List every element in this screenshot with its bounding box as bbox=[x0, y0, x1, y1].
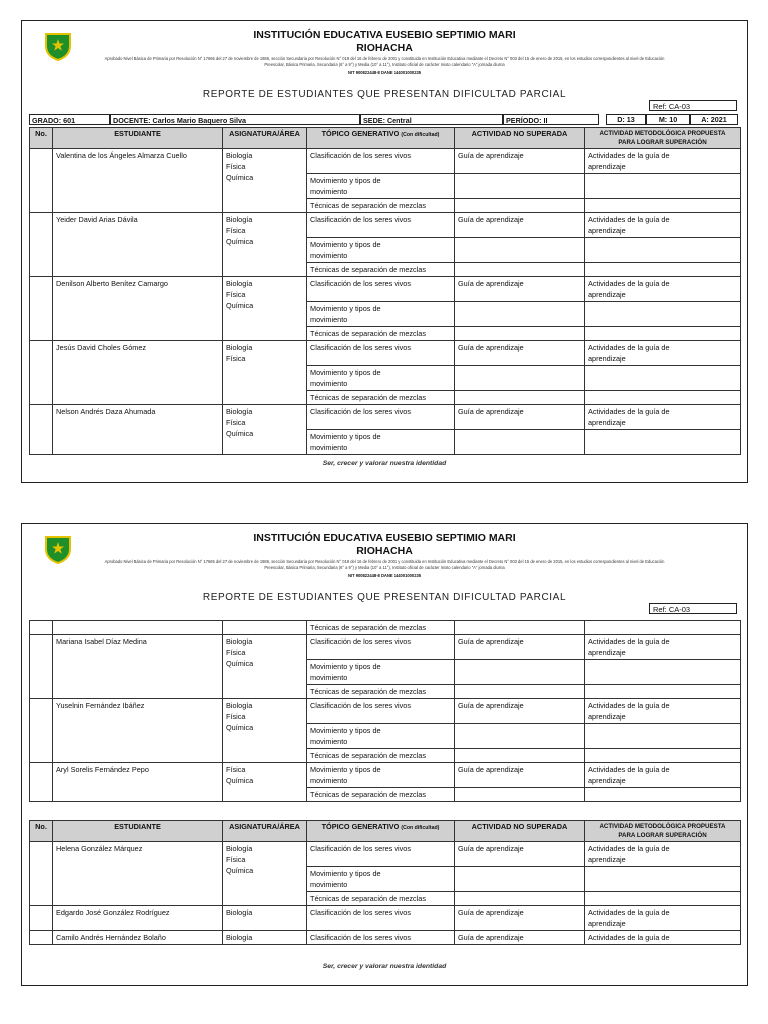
topic: Clasificación de los seres vivos bbox=[307, 405, 455, 430]
subjects: Biología Física Química bbox=[223, 842, 307, 906]
method: Actividades de la guía de aprendizaje bbox=[585, 699, 741, 724]
method bbox=[585, 621, 741, 635]
topic: Movimiento y tipos de movimiento bbox=[307, 724, 455, 749]
method bbox=[585, 238, 741, 263]
activity bbox=[455, 660, 585, 685]
row-number bbox=[30, 842, 53, 906]
row-number bbox=[30, 213, 53, 277]
method bbox=[585, 892, 741, 906]
method bbox=[585, 430, 741, 455]
date-box bbox=[606, 114, 738, 125]
topic: Técnicas de separación de mezclas bbox=[307, 685, 455, 699]
method: Actividades de la guía de aprendizaje bbox=[585, 149, 741, 174]
subjects: Biología Física Química bbox=[223, 277, 307, 341]
method bbox=[585, 366, 741, 391]
subjects: Biología bbox=[223, 931, 307, 945]
footer-motto: Ser, crecer y valorar nuestra identidad bbox=[322, 963, 447, 970]
subjects: Biología Física bbox=[223, 341, 307, 405]
students-table-2 bbox=[29, 620, 741, 802]
method: Actividades de la guía de aprendizaje bbox=[585, 906, 741, 931]
topic: Movimiento y tipos de movimiento bbox=[307, 366, 455, 391]
topic: Movimiento y tipos de movimiento bbox=[307, 302, 455, 327]
activity bbox=[455, 199, 585, 213]
student-name bbox=[53, 621, 223, 635]
topic: Técnicas de separación de mezclas bbox=[307, 327, 455, 341]
subjects: Biología Física Química bbox=[223, 635, 307, 699]
topic: Movimiento y tipos de movimiento bbox=[307, 763, 455, 788]
method bbox=[585, 660, 741, 685]
student-name: Edgardo José González Rodríguez bbox=[53, 906, 223, 931]
col-student: ESTUDIANTE bbox=[53, 821, 223, 842]
footer-motto: Ser, crecer y valorar nuestra identidad bbox=[322, 460, 447, 467]
table-row bbox=[30, 842, 741, 867]
activity bbox=[455, 724, 585, 749]
teacher: DOCENTE: Carlos Mario Baquero Silva bbox=[110, 114, 360, 125]
student-name: Yuselnin Fernández Ibáñez bbox=[53, 699, 223, 763]
topic: Técnicas de separación de mezclas bbox=[307, 892, 455, 906]
method bbox=[585, 263, 741, 277]
activity bbox=[455, 892, 585, 906]
activity: Guía de aprendizaje bbox=[455, 842, 585, 867]
topic: Técnicas de separación de mezclas bbox=[307, 788, 455, 802]
col-activity: ACTIVIDAD NO SUPERADA bbox=[455, 821, 585, 842]
period: PERÍODO: II bbox=[503, 114, 599, 125]
activity: Guía de aprendizaje bbox=[455, 699, 585, 724]
activity bbox=[455, 174, 585, 199]
activity bbox=[455, 788, 585, 802]
table-row bbox=[30, 341, 741, 366]
student-name: Yeider David Arias Dávila bbox=[53, 213, 223, 277]
activity: Guía de aprendizaje bbox=[455, 906, 585, 931]
method bbox=[585, 724, 741, 749]
report-title: REPORTE DE ESTUDIANTES QUE PRESENTAN DIFICULTAD PARCIAL bbox=[202, 89, 567, 100]
activity: Guía de aprendizaje bbox=[455, 341, 585, 366]
date-day: D: 13 bbox=[606, 114, 646, 125]
approval-text: Aprobado Nivel Básica de Primaria por Resolución N° 17665 del 27 de noviembre de 1986, sección Secundaria por Resolución N° 019 del 16 de febrero de 2001 y constituida en Institución Educativa mediante el Decreto N° 003 del 15 de enero de 2015, en los estudios correspondientes al nivel de Educación Preescolar, Básica Primaria, Secundaria (6° a 9°) y Media (10° a 11°), Instituto oficial de carácter mixto calendario "A" jornada diurna bbox=[104, 56, 665, 67]
topic: Movimiento y tipos de movimiento bbox=[307, 867, 455, 892]
activity bbox=[455, 749, 585, 763]
row-number bbox=[30, 621, 53, 635]
report-page-1 bbox=[21, 20, 748, 483]
method: Actividades de la guía de aprendizaje bbox=[585, 635, 741, 660]
method: Actividades de la guía de aprendizaje bbox=[585, 842, 741, 867]
method: Actividades de la guía de aprendizaje bbox=[585, 341, 741, 366]
activity bbox=[455, 621, 585, 635]
subjects: Física Química bbox=[223, 763, 307, 802]
table-header bbox=[30, 821, 741, 842]
activity: Guía de aprendizaje bbox=[455, 635, 585, 660]
grade: GRADO: 601 bbox=[29, 114, 110, 125]
topic: Clasificación de los seres vivos bbox=[307, 341, 455, 366]
table-row bbox=[30, 763, 741, 788]
topic: Técnicas de separación de mezclas bbox=[307, 749, 455, 763]
activity bbox=[455, 430, 585, 455]
student-name: Mariana Isabel Díaz Medina bbox=[53, 635, 223, 699]
nit-dane: NIT 900822448-8 DANE 144001000235 bbox=[347, 70, 422, 75]
method: Actividades de la guía de aprendizaje bbox=[585, 277, 741, 302]
table-row bbox=[30, 405, 741, 430]
method: Actividades de la guía de aprendizaje bbox=[585, 405, 741, 430]
topic: Clasificación de los seres vivos bbox=[307, 635, 455, 660]
topic: Movimiento y tipos de movimiento bbox=[307, 174, 455, 199]
date-year: A: 2021 bbox=[690, 114, 738, 125]
activity bbox=[455, 685, 585, 699]
table-row bbox=[30, 635, 741, 660]
table-row bbox=[30, 906, 741, 931]
row-number bbox=[30, 906, 53, 931]
student-name: Valentina de los Ángeles Almarza Cuello bbox=[53, 149, 223, 213]
row-number bbox=[30, 405, 53, 455]
campus: SEDE: Central bbox=[360, 114, 503, 125]
topic: Clasificación de los seres vivos bbox=[307, 213, 455, 238]
method bbox=[585, 199, 741, 213]
row-number bbox=[30, 277, 53, 341]
topic: Clasificación de los seres vivos bbox=[307, 842, 455, 867]
method: Actividades de la guía de bbox=[585, 931, 741, 945]
method bbox=[585, 788, 741, 802]
table-row bbox=[30, 931, 741, 945]
student-name: Nelson Andrés Daza Ahumada bbox=[53, 405, 223, 455]
row-number bbox=[30, 763, 53, 802]
report-page-2 bbox=[21, 523, 748, 986]
method bbox=[585, 749, 741, 763]
institution-title: INSTITUCIÓN EDUCATIVA EUSEBIO SEPTIMIO MARI RIOHACHA bbox=[253, 29, 516, 54]
nit-dane: NIT 900822448-8 DANE 144001000235 bbox=[347, 573, 422, 578]
students-table-1 bbox=[29, 127, 741, 455]
report-meta bbox=[29, 114, 599, 125]
col-activity: ACTIVIDAD NO SUPERADA bbox=[455, 128, 585, 149]
col-no: No. bbox=[30, 821, 53, 842]
method: Actividades de la guía de aprendizaje bbox=[585, 763, 741, 788]
activity bbox=[455, 302, 585, 327]
topic: Técnicas de separación de mezclas bbox=[307, 199, 455, 213]
topic: Técnicas de separación de mezclas bbox=[307, 391, 455, 405]
row-number bbox=[30, 699, 53, 763]
student-name: Aryl Sorelis Fernández Pepo bbox=[53, 763, 223, 802]
col-no: No. bbox=[30, 128, 53, 149]
row-number bbox=[30, 149, 53, 213]
method: Actividades de la guía de aprendizaje bbox=[585, 213, 741, 238]
method bbox=[585, 391, 741, 405]
students-table-3 bbox=[29, 820, 741, 945]
reference-code: Ref: CA-03 bbox=[649, 603, 737, 614]
col-topic: TÓPICO GENERATIVO (Con dificultad) bbox=[307, 128, 455, 149]
student-name: Camilo Andrés Hernández Bolaño bbox=[53, 931, 223, 945]
topic: Movimiento y tipos de movimiento bbox=[307, 660, 455, 685]
topic: Técnicas de separación de mezclas bbox=[307, 621, 455, 635]
col-topic: TÓPICO GENERATIVO (Con dificultad) bbox=[307, 821, 455, 842]
topic: Movimiento y tipos de movimiento bbox=[307, 238, 455, 263]
student-name: Helena González Márquez bbox=[53, 842, 223, 906]
topic: Clasificación de los seres vivos bbox=[307, 277, 455, 302]
activity bbox=[455, 391, 585, 405]
method bbox=[585, 174, 741, 199]
subjects: Biología bbox=[223, 906, 307, 931]
activity bbox=[455, 238, 585, 263]
subjects: Biología Física Química bbox=[223, 149, 307, 213]
activity bbox=[455, 263, 585, 277]
student-name: Denilson Alberto Benítez Camargo bbox=[53, 277, 223, 341]
subjects: Biología Física Química bbox=[223, 405, 307, 455]
topic: Clasificación de los seres vivos bbox=[307, 699, 455, 724]
report-title: REPORTE DE ESTUDIANTES QUE PRESENTAN DIFICULTAD PARCIAL bbox=[202, 592, 567, 603]
row-number bbox=[30, 635, 53, 699]
activity: Guía de aprendizaje bbox=[455, 149, 585, 174]
activity: Guía de aprendizaje bbox=[455, 763, 585, 788]
topic: Técnicas de separación de mezclas bbox=[307, 263, 455, 277]
col-method: ACTIVIDAD METODOLÓGICA PROPUESTA PARA LOGRAR SUPERACIÓN bbox=[585, 128, 741, 149]
subjects: Biología Física Química bbox=[223, 213, 307, 277]
table-row bbox=[30, 699, 741, 724]
col-subject: ASIGNATURA/ÁREA bbox=[223, 821, 307, 842]
table-row bbox=[30, 621, 741, 635]
col-method: ACTIVIDAD METODOLÓGICA PROPUESTA PARA LOGRAR SUPERACIÓN bbox=[585, 821, 741, 842]
col-student: ESTUDIANTE bbox=[53, 128, 223, 149]
col-subject: ASIGNATURA/ÁREA bbox=[223, 128, 307, 149]
table-row bbox=[30, 213, 741, 238]
institution-title: INSTITUCIÓN EDUCATIVA EUSEBIO SEPTIMIO MARI RIOHACHA bbox=[253, 532, 516, 557]
table-header bbox=[30, 128, 741, 149]
method bbox=[585, 867, 741, 892]
topic: Clasificación de los seres vivos bbox=[307, 149, 455, 174]
method bbox=[585, 302, 741, 327]
table-row bbox=[30, 149, 741, 174]
topic: Clasificación de los seres vivos bbox=[307, 931, 455, 945]
activity: Guía de aprendizaje bbox=[455, 405, 585, 430]
method bbox=[585, 327, 741, 341]
approval-text: Aprobado Nivel Básica de Primaria por Resolución N° 17665 del 27 de noviembre de 1986, sección Secundaria por Resolución N° 019 del 16 de febrero de 2001 y constituida en Institución Educativa mediante el Decreto N° 003 del 15 de enero de 2015, en los estudios correspondientes al nivel de Educación Preescolar, Básica Primaria, Secundaria (6° a 9°) y Media (10° a 11°), Instituto oficial de carácter mixto calendario "A" jornada diurna bbox=[104, 559, 665, 570]
topic: Movimiento y tipos de movimiento bbox=[307, 430, 455, 455]
row-number bbox=[30, 931, 53, 945]
subjects: Biología Física Química bbox=[223, 699, 307, 763]
date-month: M: 10 bbox=[646, 114, 690, 125]
row-number bbox=[30, 341, 53, 405]
activity bbox=[455, 867, 585, 892]
activity bbox=[455, 327, 585, 341]
method bbox=[585, 685, 741, 699]
activity: Guía de aprendizaje bbox=[455, 277, 585, 302]
activity bbox=[455, 366, 585, 391]
subjects bbox=[223, 621, 307, 635]
reference-code: Ref: CA-03 bbox=[649, 100, 737, 111]
table-row bbox=[30, 277, 741, 302]
topic: Clasificación de los seres vivos bbox=[307, 906, 455, 931]
activity: Guía de aprendizaje bbox=[455, 213, 585, 238]
activity: Guía de aprendizaje bbox=[455, 931, 585, 945]
student-name: Jesús David Choles Gómez bbox=[53, 341, 223, 405]
